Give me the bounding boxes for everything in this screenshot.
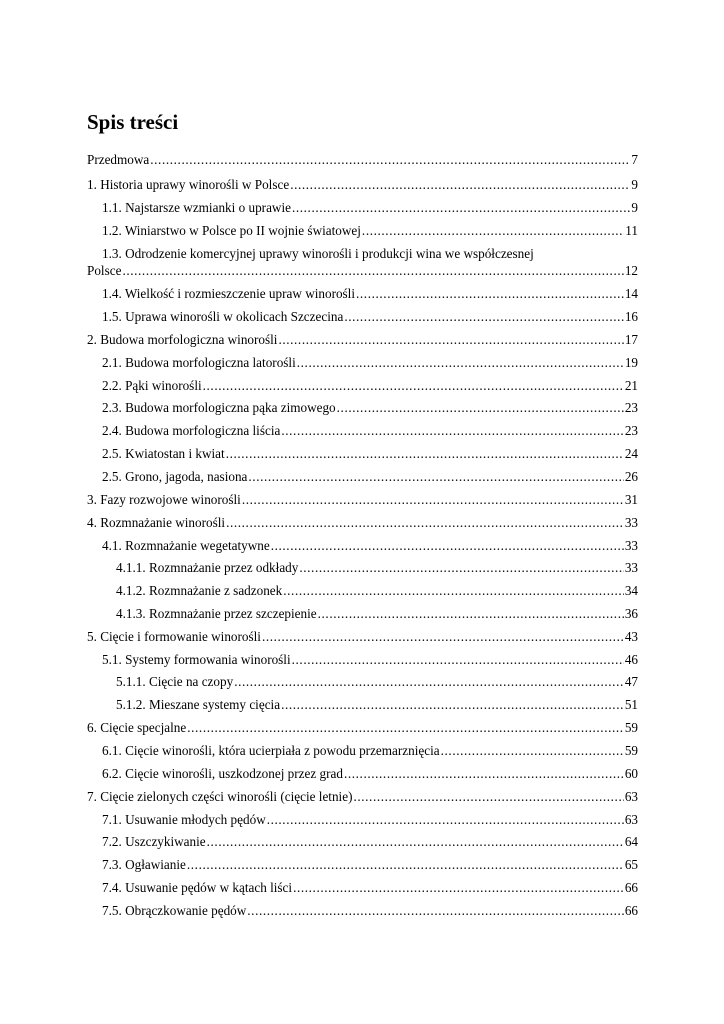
- dot-leader: [226, 446, 624, 462]
- toc-entry[interactable]: [102, 378, 638, 394]
- toc-entry[interactable]: [102, 834, 638, 850]
- toc-entry-text: 4. Rozmnażanie winorośli: [87, 515, 226, 530]
- toc-entry-text: Przedmowa: [87, 152, 150, 167]
- toc-entry[interactable]: [102, 880, 638, 896]
- toc-entry[interactable]: [87, 720, 638, 736]
- toc-entry-text: 6.1. Cięcie winorośli, która ucierpiała z powodu przemarznięcia: [102, 743, 440, 758]
- toc-entry-text: 4.1. Rozmnażanie wegetatywne: [102, 538, 270, 553]
- toc-entry[interactable]: [116, 606, 638, 622]
- toc-entry-text: 7.3. Ogławianie: [102, 857, 186, 872]
- dot-leader: [242, 492, 624, 508]
- toc-entry[interactable]: [87, 515, 638, 531]
- toc-entry-text: 7. Cięcie zielonych części winorośli (cięcie letnie): [87, 789, 353, 804]
- dot-leader: [318, 606, 624, 622]
- toc-entry[interactable]: [102, 400, 638, 416]
- dot-leader: [283, 583, 624, 599]
- dot-leader: [356, 286, 624, 302]
- toc-entry-page: 64: [624, 834, 638, 849]
- toc-entry-page: 59: [624, 720, 638, 735]
- toc-entry-page: 24: [624, 446, 638, 461]
- toc-entry[interactable]: [102, 857, 638, 873]
- toc-entry-page: 23: [624, 400, 638, 415]
- toc-entry-text: 2.4. Budowa morfologiczna liścia: [102, 423, 281, 438]
- dot-leader: [247, 903, 624, 919]
- dot-leader: [353, 789, 623, 805]
- dot-leader: [187, 720, 624, 736]
- toc-entry-page: 65: [624, 857, 638, 872]
- dot-leader: [262, 629, 624, 645]
- toc-entry-text: 5.1.2. Mieszane systemy cięcia: [116, 697, 281, 712]
- dot-leader: [281, 423, 623, 439]
- toc-entry-text: 2.5. Grono, jagoda, nasiona: [102, 469, 248, 484]
- toc-entry-page: 33: [624, 515, 638, 530]
- dot-leader: [297, 355, 624, 371]
- toc-entry[interactable]: [102, 538, 638, 554]
- toc-entry-page: 26: [624, 469, 638, 484]
- toc-entry-text: 4.1.1. Rozmnażanie przez odkłady: [116, 560, 299, 575]
- toc-entry-page: 7: [631, 152, 638, 167]
- toc-entry-text: 6. Cięcie specjalne: [87, 720, 187, 735]
- toc-entry-page: 46: [624, 652, 638, 667]
- toc-entry-text: 4.1.2. Rozmnażanie z sadzonek: [116, 583, 283, 598]
- toc-entry[interactable]: [87, 152, 638, 168]
- toc-entry[interactable]: [87, 629, 638, 645]
- toc-entry[interactable]: [102, 652, 638, 668]
- toc-entry-text: 7.1. Usuwanie młodych pędów: [102, 812, 266, 827]
- toc-entry-page: 31: [624, 492, 638, 507]
- dot-leader: [292, 652, 624, 668]
- dot-leader: [203, 378, 624, 394]
- toc-entry[interactable]: [87, 246, 638, 279]
- dot-leader: [248, 469, 623, 485]
- toc-entry-text: 7.2. Uszczykiwanie: [102, 834, 206, 849]
- toc-entry-text: 5.1. Systemy formowania winorośli: [102, 652, 291, 667]
- toc-entry-text: 2. Budowa morfologiczna winorośli: [87, 332, 278, 347]
- dot-leader: [271, 538, 624, 554]
- toc-entry-page: 63: [624, 789, 638, 804]
- toc-entry[interactable]: [102, 469, 638, 485]
- toc-entry-page: 33: [624, 538, 638, 553]
- toc-entry-page: 59: [624, 743, 638, 758]
- dot-leader: [344, 766, 624, 782]
- toc-entry[interactable]: [102, 446, 638, 462]
- toc-entry-text: 1.5. Uprawa winorośli w okolicach Szczecina: [102, 309, 344, 324]
- toc-entry[interactable]: [102, 286, 638, 302]
- dot-leader: [122, 263, 623, 279]
- dot-leader: [207, 834, 624, 850]
- toc-entry-text: 1.3. Odrodzenie komercyjnej uprawy winorośli i produkcji wina we współczesnej: [102, 246, 534, 261]
- toc-entry-page: 11: [625, 223, 638, 238]
- toc-entry-page: 36: [624, 606, 638, 621]
- toc-entry-page: 51: [624, 697, 638, 712]
- toc-entry[interactable]: [116, 697, 638, 713]
- toc-entry-text: 1. Historia uprawy winorośli w Polsce: [87, 177, 290, 192]
- toc-entry[interactable]: [102, 743, 638, 759]
- dot-leader: [281, 697, 624, 713]
- toc-entry-page: 9: [631, 200, 638, 215]
- dot-leader: [293, 880, 624, 896]
- toc-entry-page: 19: [624, 355, 638, 370]
- toc-entry-page: 66: [624, 880, 638, 895]
- dot-leader: [362, 223, 624, 239]
- toc-entry-page: 12: [624, 263, 638, 278]
- toc-entry-page: 47: [624, 674, 638, 689]
- dot-leader: [290, 177, 630, 193]
- toc-entry-page: 9: [631, 177, 638, 192]
- toc-entry-text: 2.1. Budowa morfologiczna latorośli: [102, 355, 296, 370]
- toc-entry[interactable]: [102, 223, 638, 239]
- toc-entry-page: 43: [624, 629, 638, 644]
- dot-leader: [226, 515, 624, 531]
- toc-entry[interactable]: [87, 177, 638, 193]
- toc-entry[interactable]: [116, 560, 638, 576]
- dot-leader: [267, 812, 624, 828]
- toc-entry[interactable]: [87, 332, 638, 348]
- dot-leader: [234, 674, 624, 690]
- toc-entry-page: 17: [624, 332, 638, 347]
- toc-entry[interactable]: [102, 812, 638, 828]
- toc-entry-text: 7.5. Obrączkowanie pędów: [102, 903, 247, 918]
- toc-entry-text: 1.2. Winiarstwo w Polsce po II wojnie światowej: [102, 223, 361, 238]
- toc-entry-text: 1.1. Najstarsze wzmianki o uprawie: [102, 200, 291, 215]
- toc-entry[interactable]: [102, 355, 638, 371]
- page-title: Spis treści: [87, 110, 179, 134]
- toc-entry[interactable]: [102, 309, 638, 325]
- dot-leader: [299, 560, 623, 576]
- toc-entry[interactable]: [102, 423, 638, 439]
- toc-entry[interactable]: [87, 789, 638, 805]
- toc-entry-text: 1.4. Wielkość i rozmieszczenie upraw winorośli: [102, 286, 356, 301]
- toc-entry[interactable]: [102, 200, 638, 216]
- dot-leader: [344, 309, 623, 325]
- toc-entry[interactable]: [102, 903, 638, 919]
- toc-entry-text-continued: Polsce: [87, 263, 122, 278]
- toc-entry-text: 3. Fazy rozwojowe winorośli: [87, 492, 241, 507]
- toc-entry-page: 33: [624, 560, 638, 575]
- toc-entry[interactable]: [102, 766, 638, 782]
- dot-leader: [441, 743, 624, 759]
- toc-entry-page: 14: [624, 286, 638, 301]
- dot-leader: [292, 200, 630, 216]
- dot-leader: [187, 857, 624, 873]
- toc-entry-text: 2.2. Pąki winorośli: [102, 378, 202, 393]
- toc-entry-text: 4.1.3. Rozmnażanie przez szczepienie: [116, 606, 317, 621]
- toc-entry-text: 5.1.1. Cięcie na czopy: [116, 674, 234, 689]
- toc-entry-page: 16: [624, 309, 638, 324]
- toc-entry-page: 63: [624, 812, 638, 827]
- toc-entry-text: 2.3. Budowa morfologiczna pąka zimowego: [102, 400, 336, 415]
- dot-leader: [337, 400, 624, 416]
- toc-entry-page: 60: [624, 766, 638, 781]
- dot-leader: [150, 152, 630, 168]
- toc-entry-page: 23: [624, 423, 638, 438]
- toc-entry-page: 34: [624, 583, 638, 598]
- toc-entry-text: 5. Cięcie i formowanie winorośli: [87, 629, 261, 644]
- toc-entry-text: 7.4. Usuwanie pędów w kątach liści: [102, 880, 293, 895]
- toc-entry-text: 2.5. Kwiatostan i kwiat: [102, 446, 225, 461]
- toc-entry-page: 21: [624, 378, 638, 393]
- dot-leader: [278, 332, 623, 348]
- toc-entry[interactable]: [116, 674, 638, 690]
- toc-entry[interactable]: [116, 583, 638, 599]
- toc-entry[interactable]: [87, 492, 638, 508]
- toc-entry-text: 6.2. Cięcie winorośli, uszkodzonej przez grad: [102, 766, 343, 781]
- toc-entry-page: 66: [624, 903, 638, 918]
